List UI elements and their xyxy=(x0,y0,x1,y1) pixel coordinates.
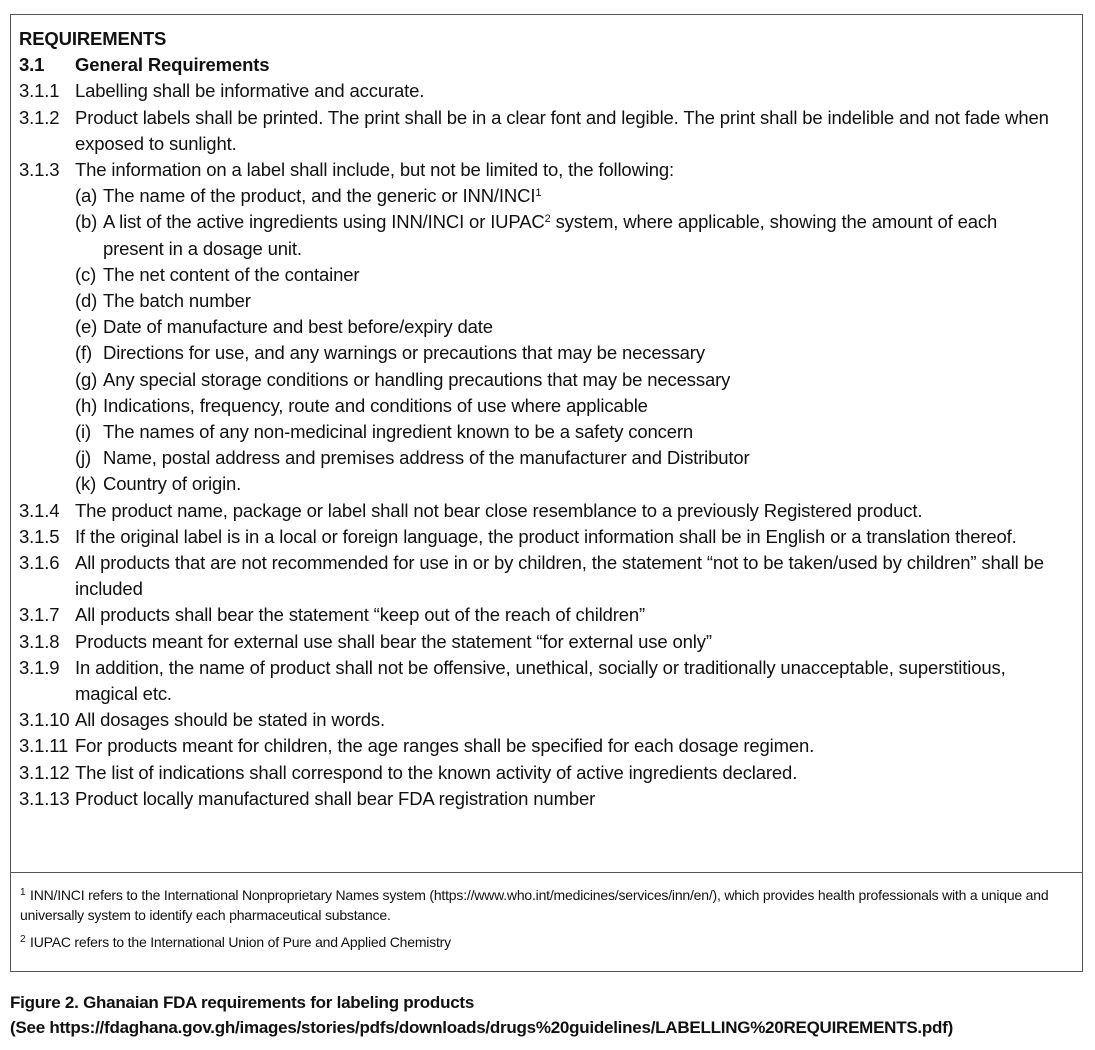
item-number: 3.1.12 xyxy=(19,761,70,783)
sub-item-label: (h) xyxy=(75,394,98,416)
requirement-item xyxy=(19,602,1059,628)
sub-item xyxy=(75,314,1059,340)
requirement-item xyxy=(19,157,1059,183)
item-text: The list of indications shall correspond to the known activity of active ingredients declared. xyxy=(75,761,798,783)
sub-item xyxy=(75,262,1059,288)
item-text: Product labels shall be printed. The print shall be in a clear font and legible. The print shall be indelible and not fade when exposed to sunlight. xyxy=(75,106,1049,154)
requirement-item xyxy=(19,78,1059,104)
sub-item xyxy=(75,393,1059,419)
sub-item-text: Indications, frequency, route and conditions of use where applicable xyxy=(103,394,648,416)
sub-item-text: The net content of the container xyxy=(103,263,360,285)
sub-item-label: (g) xyxy=(75,368,98,390)
sub-item-text: Directions for use, and any warnings or precautions that may be necessary xyxy=(103,342,705,364)
sub-item-label: (i) xyxy=(75,421,91,443)
sub-item-label: (j) xyxy=(75,447,91,469)
item-number: 3.1.8 xyxy=(19,630,60,652)
sub-item-text: Any special storage conditions or handling precautions that may be necessary xyxy=(103,368,731,390)
section-title: General Requirements xyxy=(75,54,270,76)
item-number: 3.1.7 xyxy=(19,604,60,626)
sub-item-text: The batch number xyxy=(103,290,251,312)
sub-item xyxy=(75,471,1059,497)
footnote-text: IUPAC refers to the International Union of Pure and Applied Chemistry xyxy=(30,934,451,950)
item-number: 3.1.10 xyxy=(19,709,70,731)
footnote-1 xyxy=(20,885,1060,925)
sub-item-label: (d) xyxy=(75,290,98,312)
item-text: Products meant for external use shall bear the statement “for external use only” xyxy=(75,630,712,652)
item-text: If the original label is in a local or foreign language, the product information shall be in English or a translation thereof. xyxy=(75,525,1017,547)
footnote-ref-1: 1 xyxy=(535,187,542,200)
figure-caption xyxy=(10,990,1090,1040)
section-heading xyxy=(19,52,1059,78)
item-number: 3.1.13 xyxy=(19,787,70,809)
sub-item xyxy=(75,288,1059,314)
sub-item-label: (f) xyxy=(75,342,93,364)
requirement-item xyxy=(19,550,1059,602)
item-number: 3.1.4 xyxy=(19,499,60,521)
caption-title: Figure 2. Ghanaian FDA requirements for labeling products xyxy=(10,993,475,1012)
sub-item xyxy=(75,209,1059,261)
requirement-item xyxy=(19,786,1059,812)
sub-item-label: (k) xyxy=(75,473,97,495)
sub-item-text: Name, postal address and premises address of the manufacturer and Distributor xyxy=(103,447,750,469)
sub-item xyxy=(75,419,1059,445)
sub-item xyxy=(75,445,1059,471)
item-number: 3.1.3 xyxy=(19,159,60,181)
item-number: 3.1.1 xyxy=(19,80,60,102)
sub-item-text: A list of the active ingredients using INN/INCI or IUPAC$^2$ system, where applicable, showing the amount of each present in a dosage unit. xyxy=(103,211,998,259)
sub-item xyxy=(75,340,1059,366)
sub-item-label: (c) xyxy=(75,263,97,285)
sub-item-label: (b) xyxy=(75,211,98,233)
footnote-ref-2: 2 xyxy=(544,213,551,226)
sub-item-text: Country of origin. xyxy=(103,473,242,495)
sub-item-label: (a) xyxy=(75,185,98,207)
requirement-item xyxy=(19,629,1059,655)
requirements-heading: REQUIREMENTS xyxy=(19,28,167,49)
requirement-item xyxy=(19,105,1059,157)
item-text: The information on a label shall include, but not be limited to, the following: xyxy=(75,159,675,181)
item-text: All products shall bear the statement “keep out of the reach of children” xyxy=(75,604,646,626)
sub-item-text: The name of the product, and the generic or INN/INCI$^1$ xyxy=(103,185,542,207)
requirement-item xyxy=(19,524,1059,550)
item-text: Product locally manufactured shall bear FDA registration number xyxy=(75,787,596,809)
sub-item xyxy=(75,367,1059,393)
sub-item-label: (e) xyxy=(75,316,98,338)
requirement-item xyxy=(19,707,1059,733)
section-number: 3.1 xyxy=(19,54,45,76)
caption-source: (See https://fdaghana.gov.gh/images/stories/pdfs/downloads/drugs%20guidelines/LABELLING%20REQUIREMENTS.pdf) xyxy=(10,1018,953,1037)
item-number: 3.1.6 xyxy=(19,552,60,574)
item-number: 3.1.2 xyxy=(19,106,60,128)
item-number: 3.1.11 xyxy=(19,735,69,757)
item-text: All products that are not recommended for use in or by children, the statement “not to be taken/used by children” shall be included xyxy=(75,552,1044,600)
item-text: The product name, package or label shall not bear close resemblance to a previously Registered product. xyxy=(75,499,923,521)
requirements-content xyxy=(19,26,1059,812)
footnote-mark: 1 xyxy=(20,887,26,898)
item-text: For products meant for children, the age ranges shall be specified for each dosage regimen. xyxy=(75,735,815,757)
footnote-2 xyxy=(20,932,1060,952)
requirement-item xyxy=(19,498,1059,524)
requirement-item xyxy=(19,733,1059,759)
sub-item-text: The names of any non-medicinal ingredient known to be a safety concern xyxy=(103,421,694,443)
requirement-item xyxy=(19,760,1059,786)
footnote-mark: 2 xyxy=(20,934,26,945)
footnote-text: INN/INCI refers to the International Nonproprietary Names system (https://www.who.int/medicines/services/inn/en/), which provides health professionals with a unique and universally system to identify each pharmaceutical substance. xyxy=(20,887,1049,923)
footnote-divider xyxy=(10,872,1083,873)
item-number: 3.1.5 xyxy=(19,525,60,547)
item-text: In addition, the name of product shall not be offensive, unethical, socially or traditionally unacceptable, superstitious, magical etc. xyxy=(75,656,1006,705)
item-text: All dosages should be stated in words. xyxy=(75,709,386,731)
item-text: Labelling shall be informative and accurate. xyxy=(75,80,425,102)
requirement-item xyxy=(19,655,1059,707)
sub-item xyxy=(75,183,1059,209)
sub-item-text: Date of manufacture and best before/expiry date xyxy=(103,316,493,338)
item-number: 3.1.9 xyxy=(19,656,60,678)
